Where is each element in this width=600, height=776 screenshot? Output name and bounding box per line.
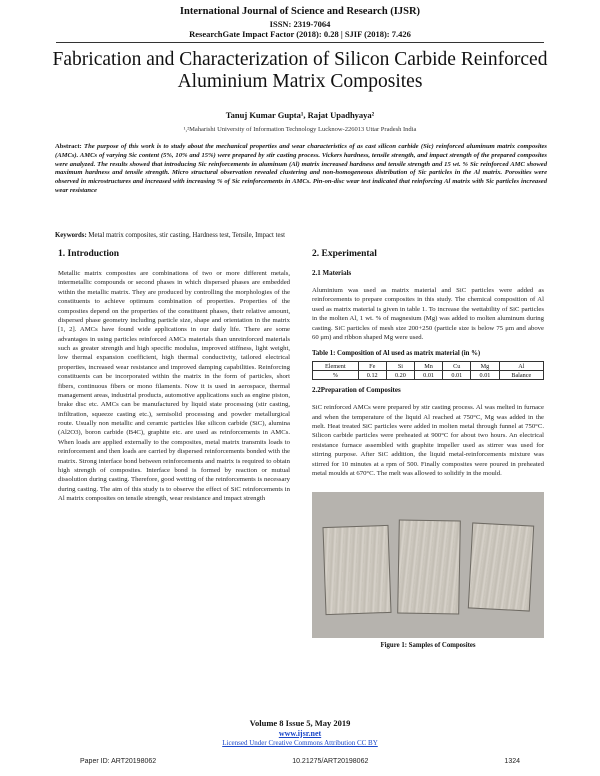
journal-site-link[interactable]: www.ijsr.net [278, 728, 322, 738]
table-cell: Cu [443, 362, 471, 371]
table-caption: Table 1: Composition of Al used as matrix material (in %) [312, 350, 481, 358]
composite-sample-3 [468, 523, 534, 612]
introduction-text: Metallic matrix composites are combinations of two or more different metals, intermetallic compounds or second phases in which dispersed phases are embedded within the metallic matrix. They are produced by controlling the morphologies of the constituents to achieve optimum combination of properties. Properties of the composites depend on the properties of the constituent phases, their relative amount, dispersed phase geometry including particle size, shape and orientation in the matrix [1, 2]. AMCs have found wide applications in our daily life. There are some advantages in using particles reinforced AMCs materials than unreinforced materials such as greater strength and high specific modulus, improved stiffness, light weight, low thermal expansion coefficient, high thermal conductivity, tailored electrical properties, increased wear resistance and improved damping capabilities. Reinforcing constituents can be incorporated within the matrix in the form of particles, short fibers, continuous fibers or mono filaments. Now it is used in aerospace, thermal management areas, industrial products, automotive applications such as engine piston, brake disc etc. AMCs can be manufactured by liquid state processing (stir casting, infiltration, squeeze casting etc.), semisolid processing and powder metallurgical route. Usually non metallic and ceramic particles like silicon carbide (SiC), alumina (Al2O3), boron carbide (B4C), graphite etc. are used as reinforcements in AMCs. When loads are applied externally to the composites, metal matrix transmits loads to reinforcement and then loads are carried by dispersed reinforcements bonded with the matrix. Strong interface bond between reinforcements and matrix is required to obtain high strength of composites. Interface bond is formed by reaction or mutual dissolution during casting. Therefore, good wetting of the reinforcements is necessary during casting. The aim of this study is to observe the effect of SiC reinforcements in Al matrix composites on tensile strength, wear resistance and impact strength [58, 270, 290, 502]
preparation-heading: 2.2Preparation of Composites [312, 386, 401, 395]
volume-info: Volume 8 Issue 5, May 2019 [249, 718, 351, 728]
paper-affiliation: ¹,²Maharishi University of Information Technology Lucknow-226013 Uttar Pradesh India [183, 126, 417, 133]
introduction-heading: 1. Introduction [58, 249, 120, 259]
table-cell: 0.01 [415, 371, 443, 380]
table-cell: 0.12 [358, 371, 386, 380]
abstract [55, 143, 547, 196]
materials-text: Aluminium was used as matrix material and SiC particles were added as reinforcements to prepare composites in this study. The chemical composition of Al used as matrix material is given in table 1. To increase the wettability of SiC particles in the molten Al, 1 wt. % of magnesium (Mg) was added to molten aluminum during casting. SiC particles of mesh size 200+250 (particle size is below 75 μm and above 60 μm) and ribbon shaped Mg were used. [312, 287, 544, 341]
abstract-text: The purpose of this work is to study about the mechanical properties and wear characteristics of as cast silicon carbide (Sic) reinforced aluminum matrix composites (AMCs). AMCs of varying Sic content (5%, 10% and 15%) were prepared by stir casting process. Vickers hardness, tensile strength, and impact strength of the prepared composites were analyzed. The results showed that introducing Sic reinforcements in aluminum (Al) matrix increased hardness and tensile strength and 15 wt. % Sic reinforced AMC showed maximum hardness and tensile strength. Micro structural observation revealed clustering and non-homogeneous distribution of Sic particles in the Al matrix. Porosities were observed in microstructures and increased with increasing % of Sic reinforcements in AMCs. Pin-on-disc wear test indicated that reinforcing Al matrix with Sic particles increased wear resistance [55, 143, 547, 194]
table-header-row [313, 362, 544, 371]
experimental-heading: 2. Experimental [312, 249, 377, 259]
table-cell: Mg [471, 362, 499, 371]
table-cell: 0.01 [471, 371, 499, 380]
left-column [58, 249, 290, 503]
keywords [55, 232, 547, 239]
abstract-label: Abstract: [55, 143, 82, 150]
composite-sample-1 [322, 525, 391, 615]
table-cell: Element [313, 362, 359, 371]
journal-issn: ISSN: 2319-7064 [269, 18, 331, 29]
page-footer [0, 718, 600, 747]
table-cell: 0.20 [386, 371, 414, 380]
keywords-text: Metal matrix composites, stir casting, Hardness test, Tensile, Impact test [86, 232, 286, 239]
table-cell: 0.01 [443, 371, 471, 380]
composition-table [312, 361, 544, 380]
page-number: 1324 [504, 758, 520, 765]
table-cell: Fe [358, 362, 386, 371]
table-row [313, 371, 544, 380]
paper-title: Fabrication and Characterization of Silicon Carbide Reinforced Aluminium Matrix Composites [52, 49, 548, 93]
preparation-text: SiC reinforced AMCs were prepared by stir casting process. Al was melted in furnace and when the temperature of the liquid Al reached at 750°C, Mg was added in the melt. Heat treated SiC particles were added in molten metal through funnel at 750°C. Silicon carbide particles were preheated at 900°C for about two hours. An electrical resistance furnace assembled with graphite impeller used as stirrer was used for stirring purpose. After SiC addition, the liquid metal-reinforcements mixture was stirred for 10 minutes at a rpm of 500. Finally composites were poured in preheated metal moulds at 670°C. The melt was allowed to solidify in the mould. [312, 404, 544, 477]
right-column [312, 249, 544, 649]
doi: 10.21275/ART20198062 [292, 758, 369, 765]
table-cell: Si [386, 362, 414, 371]
header-divider [56, 42, 544, 43]
paper-id: Paper ID: ART20198062 [80, 758, 157, 765]
footer-meta [80, 758, 520, 765]
paper-authors: Tanuj Kumar Gupta¹, Rajat Upadhyaya² [225, 110, 375, 120]
figure-caption: Figure 1: Samples of Composites [380, 642, 476, 650]
composite-sample-2 [397, 520, 461, 615]
materials-heading: 2.1 Materials [312, 269, 352, 277]
table-cell: Mn [415, 362, 443, 371]
journal-impact-factor: ResearchGate Impact Factor (2018): 0.28 | SJIF (2018): 7.426 [189, 28, 411, 39]
table-cell: % [313, 371, 359, 380]
journal-title: International Journal of Science and Research (IJSR) [179, 6, 421, 17]
samples-photo [312, 492, 544, 638]
table-cell: Balance [499, 371, 543, 380]
journal-header [0, 6, 600, 39]
license-link[interactable]: Licensed Under Creative Commons Attribution CC BY [222, 738, 378, 747]
table-cell: Al [499, 362, 543, 371]
keywords-label: Keywords: [55, 232, 87, 239]
